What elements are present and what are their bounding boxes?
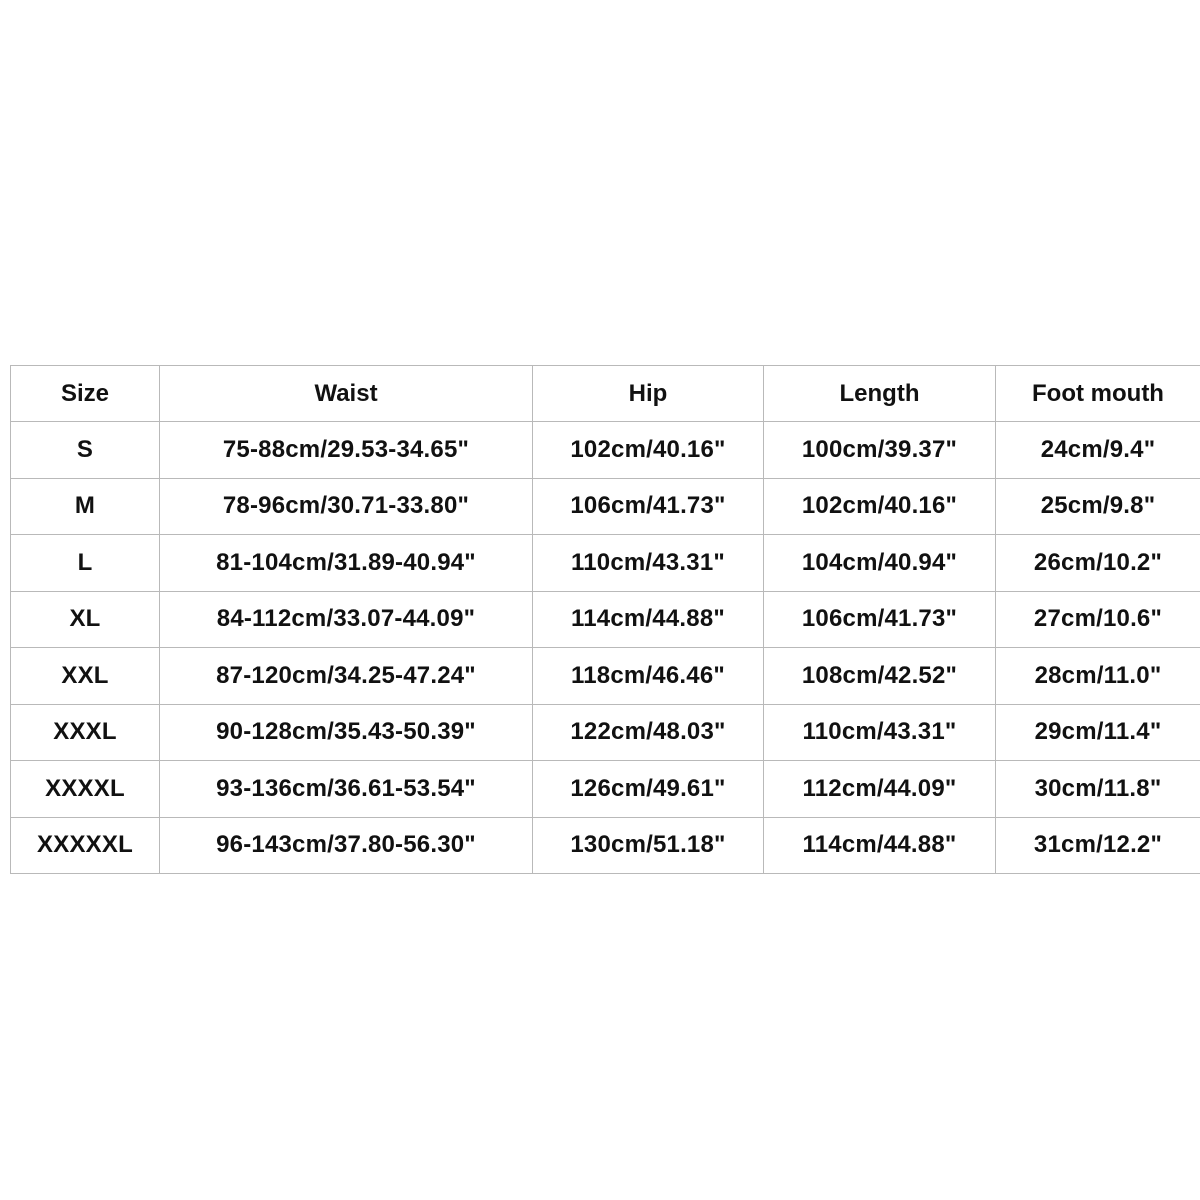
- cell-length: 106cm/41.73": [764, 591, 996, 648]
- table-row: [11, 761, 1200, 818]
- cell-hip: 130cm/51.18": [533, 817, 764, 874]
- cell-size: XXXXL: [11, 761, 160, 818]
- cell-size: XXL: [11, 648, 160, 705]
- cell-length: 104cm/40.94": [764, 535, 996, 592]
- size-chart-table: [10, 365, 1200, 874]
- cell-foot-mouth: 27cm/10.6": [996, 591, 1200, 648]
- cell-size: M: [11, 478, 160, 535]
- cell-waist: 81-104cm/31.89-40.94": [160, 535, 533, 592]
- cell-hip: 122cm/48.03": [533, 704, 764, 761]
- cell-foot-mouth: 29cm/11.4": [996, 704, 1200, 761]
- header-waist: Waist: [160, 366, 533, 422]
- header-foot-mouth: Foot mouth: [996, 366, 1200, 422]
- cell-hip: 126cm/49.61": [533, 761, 764, 818]
- cell-length: 108cm/42.52": [764, 648, 996, 705]
- cell-length: 102cm/40.16": [764, 478, 996, 535]
- cell-waist: 84-112cm/33.07-44.09": [160, 591, 533, 648]
- cell-length: 112cm/44.09": [764, 761, 996, 818]
- cell-foot-mouth: 26cm/10.2": [996, 535, 1200, 592]
- cell-waist: 75-88cm/29.53-34.65": [160, 422, 533, 479]
- table-row: [11, 591, 1200, 648]
- table-row: [11, 422, 1200, 479]
- header-length: Length: [764, 366, 996, 422]
- cell-foot-mouth: 24cm/9.4": [996, 422, 1200, 479]
- cell-hip: 106cm/41.73": [533, 478, 764, 535]
- cell-length: 100cm/39.37": [764, 422, 996, 479]
- header-row: [11, 366, 1200, 422]
- cell-size: S: [11, 422, 160, 479]
- cell-waist: 96-143cm/37.80-56.30": [160, 817, 533, 874]
- cell-foot-mouth: 28cm/11.0": [996, 648, 1200, 705]
- cell-length: 110cm/43.31": [764, 704, 996, 761]
- cell-hip: 102cm/40.16": [533, 422, 764, 479]
- table-row: [11, 817, 1200, 874]
- table-row: [11, 648, 1200, 705]
- cell-hip: 110cm/43.31": [533, 535, 764, 592]
- cell-size: XXXXXL: [11, 817, 160, 874]
- cell-hip: 114cm/44.88": [533, 591, 764, 648]
- cell-waist: 90-128cm/35.43-50.39": [160, 704, 533, 761]
- cell-foot-mouth: 30cm/11.8": [996, 761, 1200, 818]
- header-hip: Hip: [533, 366, 764, 422]
- cell-size: L: [11, 535, 160, 592]
- cell-hip: 118cm/46.46": [533, 648, 764, 705]
- table-row: [11, 478, 1200, 535]
- cell-length: 114cm/44.88": [764, 817, 996, 874]
- table-row: [11, 704, 1200, 761]
- header-size: Size: [11, 366, 160, 422]
- cell-size: XXXL: [11, 704, 160, 761]
- cell-waist: 87-120cm/34.25-47.24": [160, 648, 533, 705]
- cell-foot-mouth: 25cm/9.8": [996, 478, 1200, 535]
- cell-waist: 93-136cm/36.61-53.54": [160, 761, 533, 818]
- cell-waist: 78-96cm/30.71-33.80": [160, 478, 533, 535]
- cell-size: XL: [11, 591, 160, 648]
- table-row: [11, 535, 1200, 592]
- cell-foot-mouth: 31cm/12.2": [996, 817, 1200, 874]
